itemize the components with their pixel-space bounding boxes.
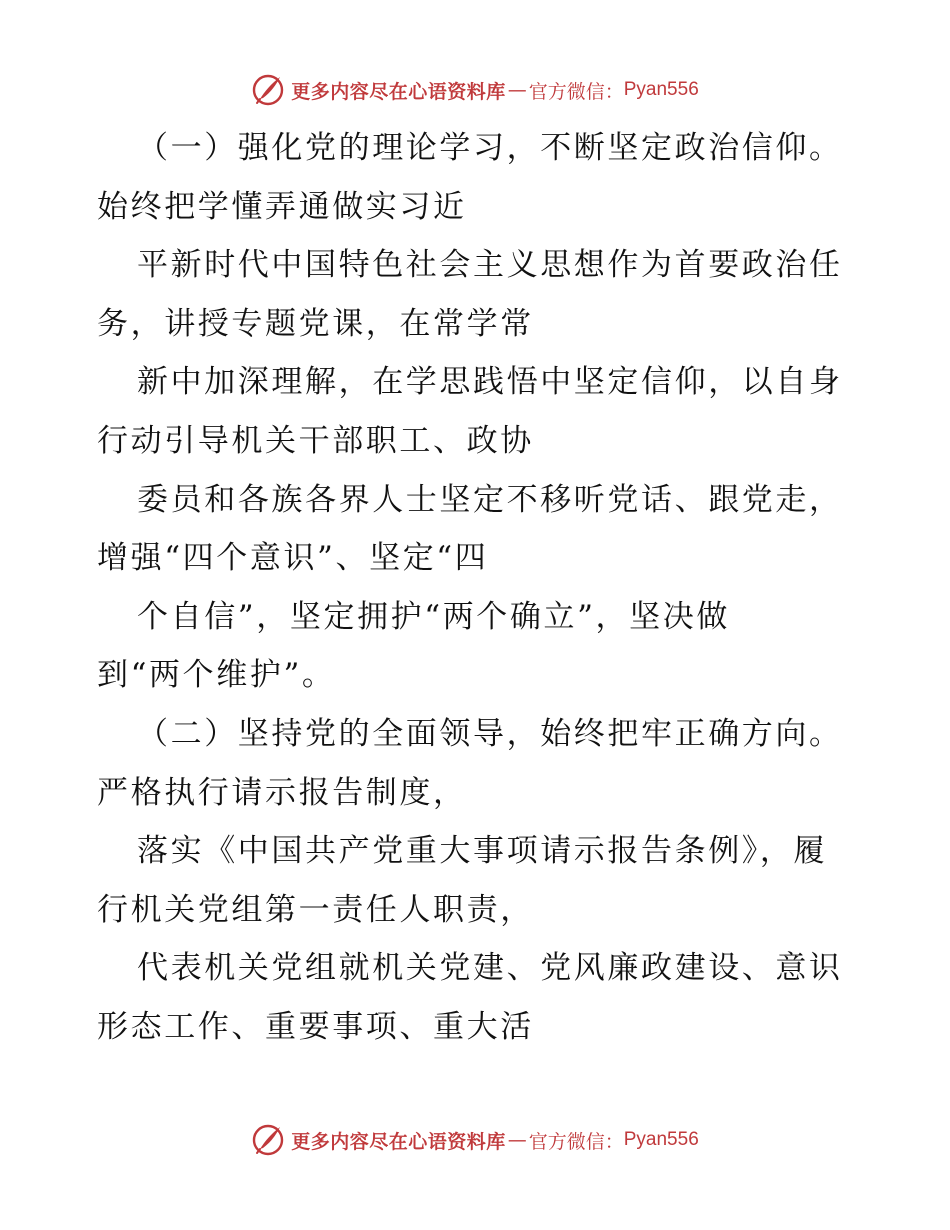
watermark-dash: — <box>507 1129 527 1151</box>
watermark-handle: Pyan556 <box>623 1129 699 1150</box>
watermark-label: 官方微信： <box>528 80 624 103</box>
text-line: 落实《中国共产党重大事项请示报告条例》，履 <box>137 833 828 870</box>
text-line: 平新时代中国特色社会主义思想作为首要政治任 <box>137 247 843 284</box>
footer-watermark <box>0 1120 950 1160</box>
watermark-title: 更多内容尽在心语资料库 <box>291 80 506 103</box>
quill-pen-circle-icon <box>251 73 285 107</box>
text-line: 行机关党组第一责任人职责， <box>97 891 534 928</box>
text-line: （一）强化党的理论学习，不断坚定政治信仰。 <box>137 130 843 166</box>
text-line: 形态工作、重要事项、重大活 <box>97 1008 534 1045</box>
text-line: 到“两个维护”。 <box>97 657 336 694</box>
text-line: 代表机关党组就机关党建、党风廉政建设、意识 <box>137 950 843 987</box>
text-line: 始终把学懂弄通做实习近 <box>97 188 467 225</box>
text-line: 行动引导机关干部职工、政协 <box>97 422 534 459</box>
text-line: 新中加深理解，在学思践悟中坚定信仰，以自身 <box>137 364 843 401</box>
watermark-label: 官方微信： <box>528 1130 624 1153</box>
text-line: 增强“四个意识”、坚定“四 <box>97 540 489 577</box>
text-line: 个自信”，坚定拥护“两个确立”，坚决做 <box>137 598 730 635</box>
text-line: 严格执行请示报告制度， <box>97 774 467 811</box>
watermark-handle: Pyan556 <box>623 79 699 100</box>
watermark-dash: — <box>507 79 527 101</box>
watermark-title: 更多内容尽在心语资料库 <box>291 1130 506 1153</box>
text-line: 务，讲授专题党课，在常学常 <box>97 305 534 342</box>
header-watermark <box>0 70 950 110</box>
document-body <box>97 119 877 1057</box>
text-line: （二）坚持党的全面领导，始终把牢正确方向。 <box>137 715 843 752</box>
text-line: 委员和各族各界人士坚定不移听党话、跟党走， <box>137 481 843 518</box>
quill-pen-circle-icon <box>251 1123 285 1157</box>
